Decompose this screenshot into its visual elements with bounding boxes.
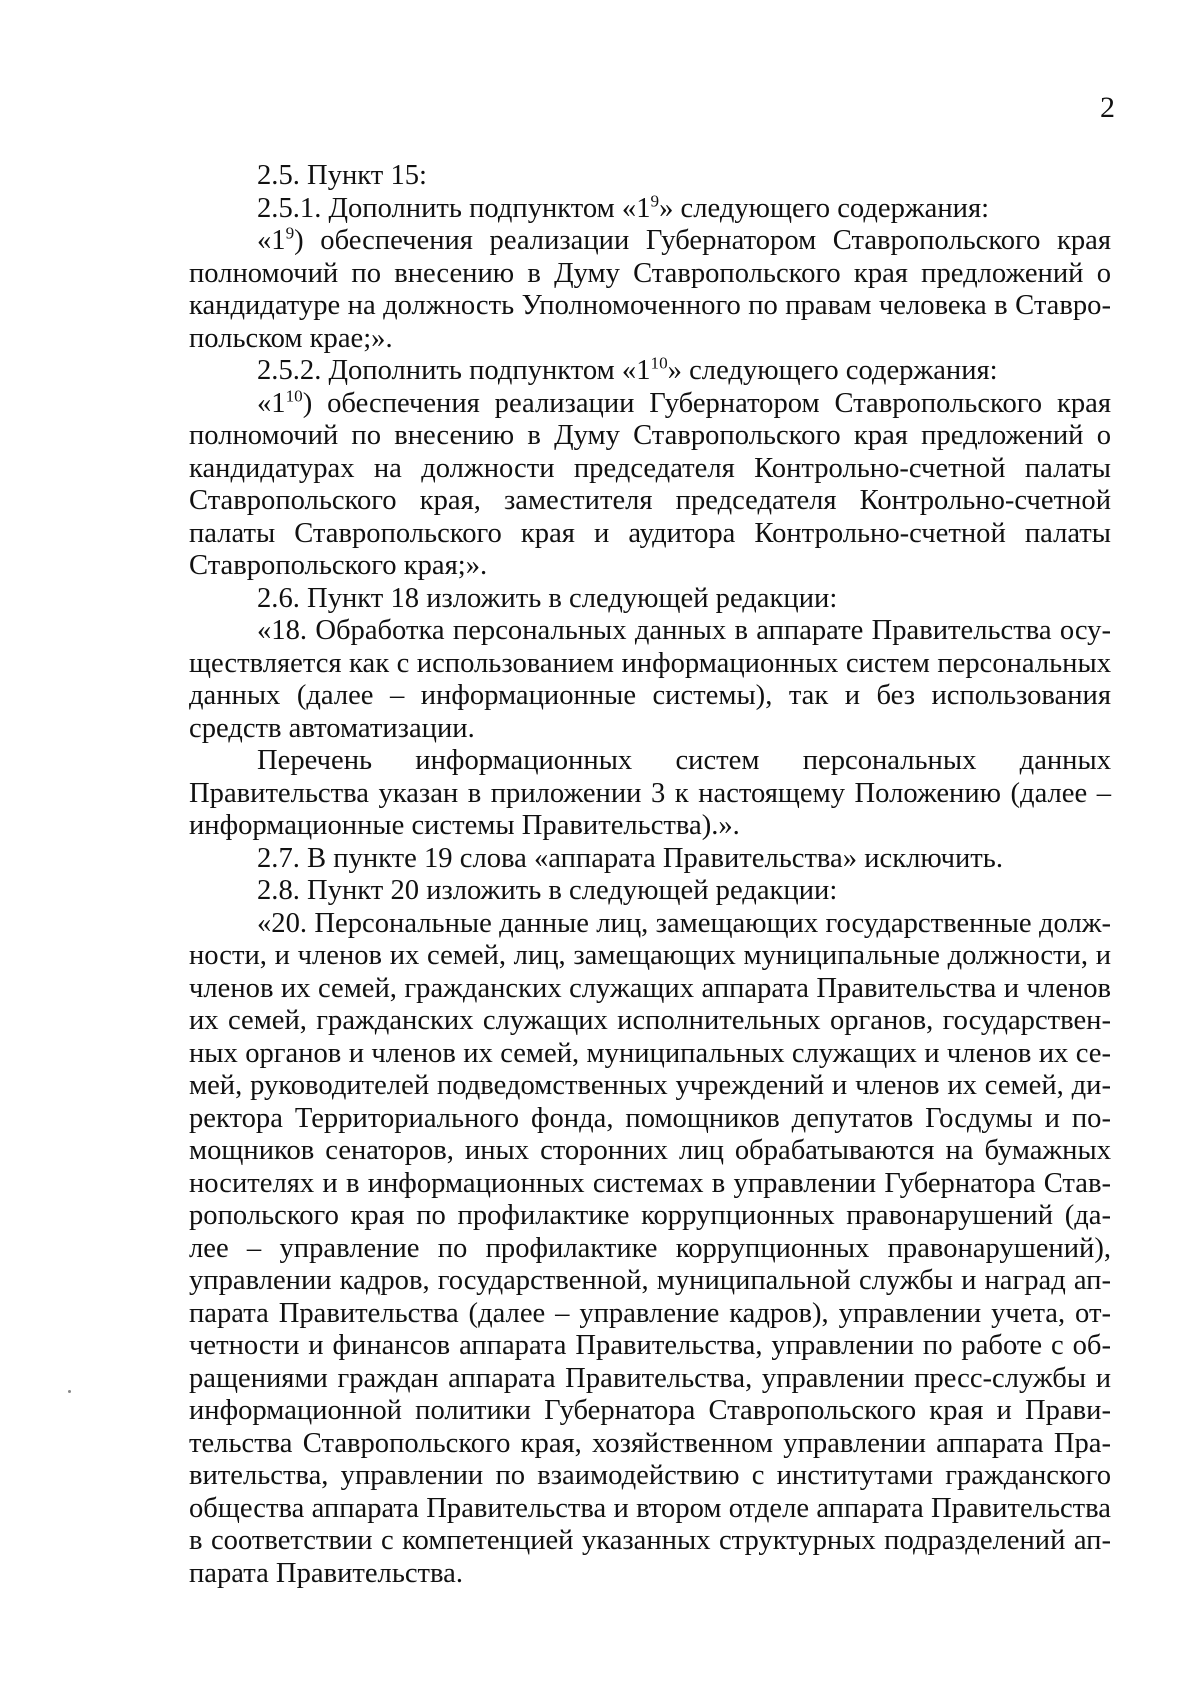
scan-speck	[68, 1390, 71, 1393]
subitem-1-10-text: ) обеспечения реализации Губернатором Ставропольского края полномочий по внесению в Думу Ставропольского края предложений о кандидатурах на должности председателя Контрольно-счетной палаты Ставропольского края, заместителя председателя Контрольно-счетной палаты Ставропольского края и аудитора Контрольно-счетной палаты Ставропольского края;».	[189, 387, 1111, 581]
paragraph-2-5-2	[189, 355, 1111, 388]
paragraph-item-18: «18. Обработка персональных данных в аппарате Правительства осуществляется как с использованием информационных систем персональных данных (далее – информационные системы), так и без использования средств автоматизации.	[189, 615, 1111, 744]
page-number: 2	[1100, 91, 1115, 124]
paragraph-2-5-1-head: 2.5.1. Дополнить подпунктом «1	[257, 192, 651, 224]
paragraph-info-systems-list: Перечень информационных систем персональных данных Правительства указан в приложении 3 к настоящему Положению (далее – информационные системы Правительства).».	[189, 745, 1111, 841]
superscript-10-b: 10	[285, 386, 303, 406]
paragraph-subitem-1-9	[189, 225, 1111, 355]
paragraph-2-5: 2.5. Пункт 15:	[257, 160, 427, 191]
paragraph-2-5-1	[189, 193, 1111, 226]
superscript-10: 10	[650, 353, 668, 373]
document-body	[189, 160, 1111, 1590]
paragraph-2-8: 2.8. Пункт 20 изложить в следующей редакции:	[257, 875, 838, 906]
paragraph-item-20: «20. Персональные данные лиц, замещающих государственные должности, и членов их семей, лиц, замещающих муниципальные должности, и членов их семей, гражданских служащих аппарата Правительства и членов их семей, гражданских служащих исполнительных органов, государственных органов и членов их семей, муниципальных служащих и членов их семей, руководителей подведомственных учреждений и членов их семей, директора Территориального фонда, помощников депутатов Госдумы и помощников сенаторов, иных сторонних лиц обрабатываются на бумажных носителях и в информационных системах в управлении Губернатора Ставропольского края по профилактике коррупционных правонарушений (далее – управление по профилактике коррупционных правонарушений), управлении кадров, государственной, муниципальной службы и наград аппарата Правительства (далее – управление кадров), управлении учета, отчетности и финансов аппарата Правительства, управлении по работе с обращениями граждан аппарата Правительства, управлении пресс-службы и информационной политики Губернатора Ставропольского края и Правительства Ставропольского края, хозяйственном управлении аппарата Правительства, управлении по взаимодействию с институтами гражданского общества аппарата Правительства и втором отделе аппарата Правительства в соответствии с компетенцией указанных структурных подразделений аппарата Правительства.	[189, 907, 1111, 1589]
paragraph-2-5-2-head: 2.5.2. Дополнить подпунктом «1	[257, 355, 651, 386]
superscript-9-b: 9	[285, 223, 295, 243]
subitem-1-10-head: «1	[257, 387, 286, 419]
paragraph-2-5-1-tail: » следующего содержания:	[659, 192, 990, 224]
superscript-9: 9	[650, 191, 660, 211]
subitem-1-9-text: ) обеспечения реализации Губернатором Ставропольского края полномочий по внесению в Думу Ставропольского края предложений о кандидатуре на должность Уполномоченного по правам человека в Ставропольском крае;».	[189, 225, 1111, 354]
paragraph-2-7: 2.7. В пункте 19 слова «аппарата Правительства» исключить.	[257, 842, 1003, 874]
paragraph-2-5-2-tail: » следующего содержания:	[667, 355, 998, 386]
paragraph-subitem-1-10	[189, 388, 1111, 583]
subitem-1-9-head: «1	[257, 225, 286, 256]
paragraph-2-6: 2.6. Пункт 18 изложить в следующей редакции:	[257, 582, 838, 614]
